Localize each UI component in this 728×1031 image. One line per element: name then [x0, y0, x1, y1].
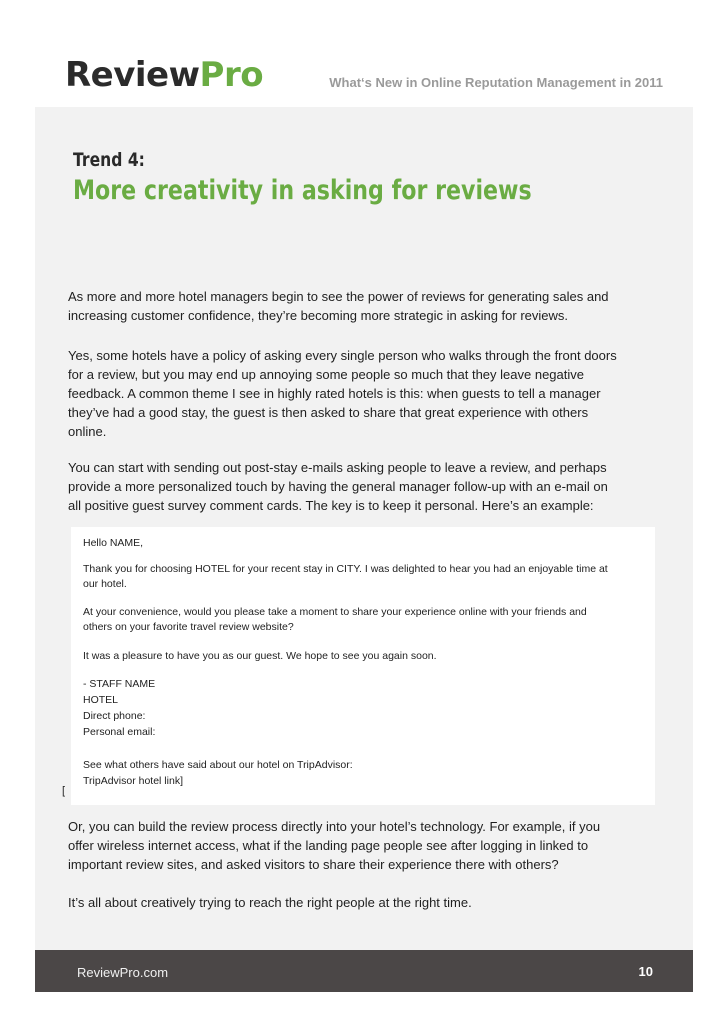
trend-label: Trend 4:: [73, 149, 145, 171]
content-area: [35, 107, 693, 950]
letter-direct-phone: Direct phone:: [83, 710, 146, 722]
reviewpro-logo: ReviewPro: [65, 55, 264, 95]
paragraph-5: It’s all about creatively trying to reach the right people at the right time.: [68, 895, 472, 910]
paragraph-1: As more and more hotel managers begin to see the power of reviews for generating sales and increasing customer confidence, they’re becoming more strategic in asking for reviews.: [68, 289, 609, 323]
page-header: [35, 45, 693, 107]
link-bracket: [: [62, 785, 66, 797]
letter-thanks-line1: Thank you for choosing HOTEL for your recent stay in CITY. I was delighted to hear you had an enjoyable time at: [83, 563, 608, 575]
trend-title: More creativity in asking for reviews: [73, 175, 532, 206]
paragraph-4: Or, you can build the review process directly into your hotel’s technology. For example, if you offer wireless internet access, what if the landing page people see after logging in linked to important review sites, and asked visitors to share their experience there with others?: [68, 819, 601, 872]
letter-staff-name: - STAFF NAME: [83, 678, 156, 690]
example-email-box: [71, 527, 655, 805]
letter-pleasure: It was a pleasure to have you as our guest. We hope to see you again soon.: [83, 650, 437, 662]
page-number: 10: [638, 964, 653, 979]
letter-personal-email: Personal email:: [83, 726, 156, 738]
letter-greeting: Hello NAME,: [83, 537, 144, 549]
paragraph-2: Yes, some hotels have a policy of asking every single person who walks through the front doors for a review, but you may end up annoying some people so much that they leave negative feedback. A common theme I see in highly rated hotels is this: when guests to tell a manager they’ve had a good stay, the guest is then asked to share that great experience with others online.: [68, 348, 617, 439]
letter-see-others: See what others have said about our hotel on TripAdvisor:: [83, 759, 353, 771]
footer-site: ReviewPro.com: [77, 965, 169, 980]
paragraph-3: You can start with sending out post-stay e-mails asking people to leave a review, and perhaps provide a more personalized touch by having the general manager follow-up with an e-mail on all positive guest survey comment cards. The key is to keep it personal. Here’s an example:: [68, 460, 608, 513]
letter-ask-line1: At your convenience, would you please take a moment to share your experience online with your friends and: [83, 606, 587, 618]
letter-hotel: HOTEL: [83, 694, 119, 706]
letter-ask-line2: others on your favorite travel review website?: [83, 621, 294, 633]
letter-tripadvisor-link: TripAdvisor hotel link]: [83, 775, 183, 787]
header-title: What‘s New in Online Reputation Management in 2011: [329, 75, 663, 90]
page-footer: [35, 950, 693, 992]
letter-thanks-line2: our hotel.: [83, 578, 127, 590]
